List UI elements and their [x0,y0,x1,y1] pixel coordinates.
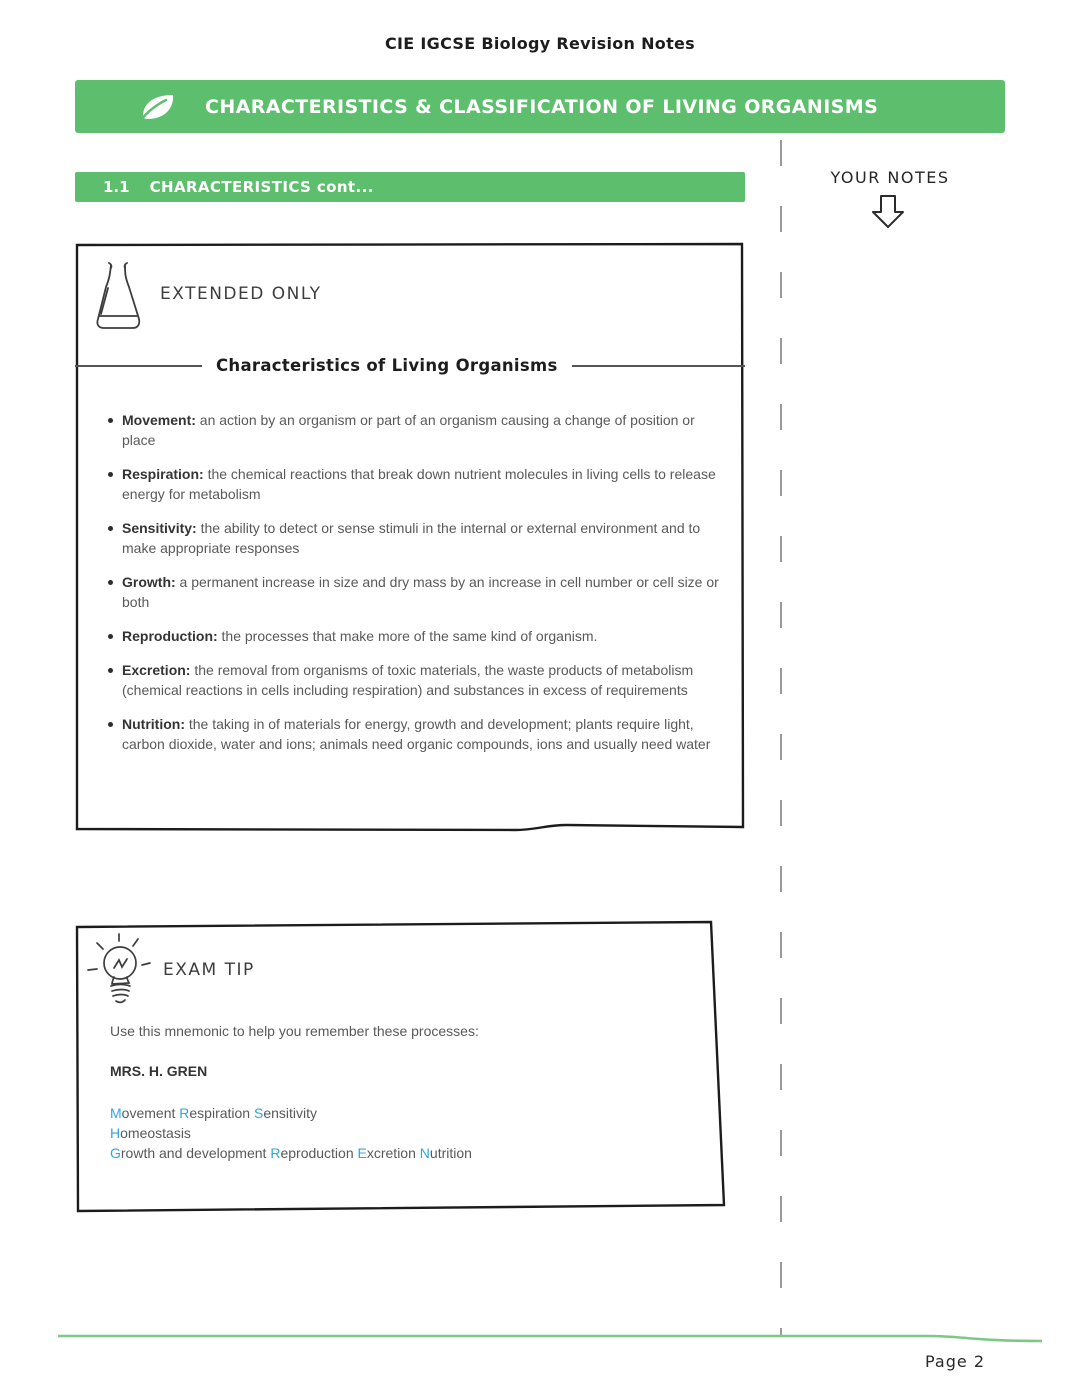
leaf-icon [138,91,176,123]
characteristic-term: Movement: [122,412,200,428]
section-number: 1.1 [103,178,130,196]
down-arrow-icon [871,194,905,230]
section-banner [75,172,745,202]
characteristic-item: Respiration: the chemical reactions that break down nutrient molecules in living cells to release energy for metabolism [108,464,728,504]
exam-tip-badge: EXAM TIP [163,960,255,980]
exam-tip-box [75,920,730,1215]
characteristics-title: Characteristics of Living Organisms [216,356,558,375]
extended-only-badge: EXTENDED ONLY [160,284,322,304]
characteristics-list [108,410,728,768]
mnemonic-line: Homeostasis [110,1125,191,1141]
characteristic-item: Growth: a permanent increase in size and dry mass by an increase in cell number or cell size or both [108,572,728,612]
notes-divider-dashed-line [780,140,782,1336]
extended-only-box [75,242,745,832]
characteristic-term: Growth: [122,574,180,590]
lightbulb-icon [83,930,155,1010]
characteristic-item: Movement: an action by an organism or part of an organism causing a change of position or place [108,410,728,450]
chapter-banner [75,80,1005,133]
characteristic-item: Sensitivity: the ability to detect or sense stimuli in the internal or external environment and to make appropriate responses [108,518,728,558]
mnemonic-acronym: MRS. H. GREN [110,1063,208,1079]
document-title: CIE IGCSE Biology Revision Notes [385,34,695,53]
title-rule-left [75,365,202,367]
mnemonic-line: Growth and development Reproduction Excretion Nutrition [110,1145,472,1161]
characteristic-term: Excretion: [122,662,195,678]
footer-line [58,1330,1042,1344]
characteristic-term: Sensitivity: [122,520,201,536]
characteristic-term: Reproduction: [122,628,222,644]
characteristic-term: Nutrition: [122,716,189,732]
your-notes-label: YOUR NOTES [830,168,950,187]
flask-icon [96,262,142,334]
page-number: Page 2 [925,1352,985,1371]
exam-tip-intro: Use this mnemonic to help you remember these processes: [110,1023,479,1039]
section-title: CHARACTERISTICS cont... [149,178,374,196]
characteristic-item: Nutrition: the taking in of materials for energy, growth and development; plants require light, carbon dioxide, water and ions; animals need organic compounds, ions and usually need water [108,714,728,754]
characteristic-item: Reproduction: the processes that make more of the same kind of organism. [108,626,728,646]
mnemonic-line: Movement Respiration Sensitivity [110,1105,318,1121]
characteristic-term: Respiration: [122,466,208,482]
title-rule-right [572,365,745,367]
characteristic-item: Excretion: the removal from organisms of toxic materials, the waste products of metabolism (chemical reactions in cells including respiration) and substances in excess of requirements [108,660,728,700]
mnemonic-expansion [110,1103,472,1163]
chapter-banner-title: CHARACTERISTICS & CLASSIFICATION OF LIVING ORGANISMS [205,95,879,118]
